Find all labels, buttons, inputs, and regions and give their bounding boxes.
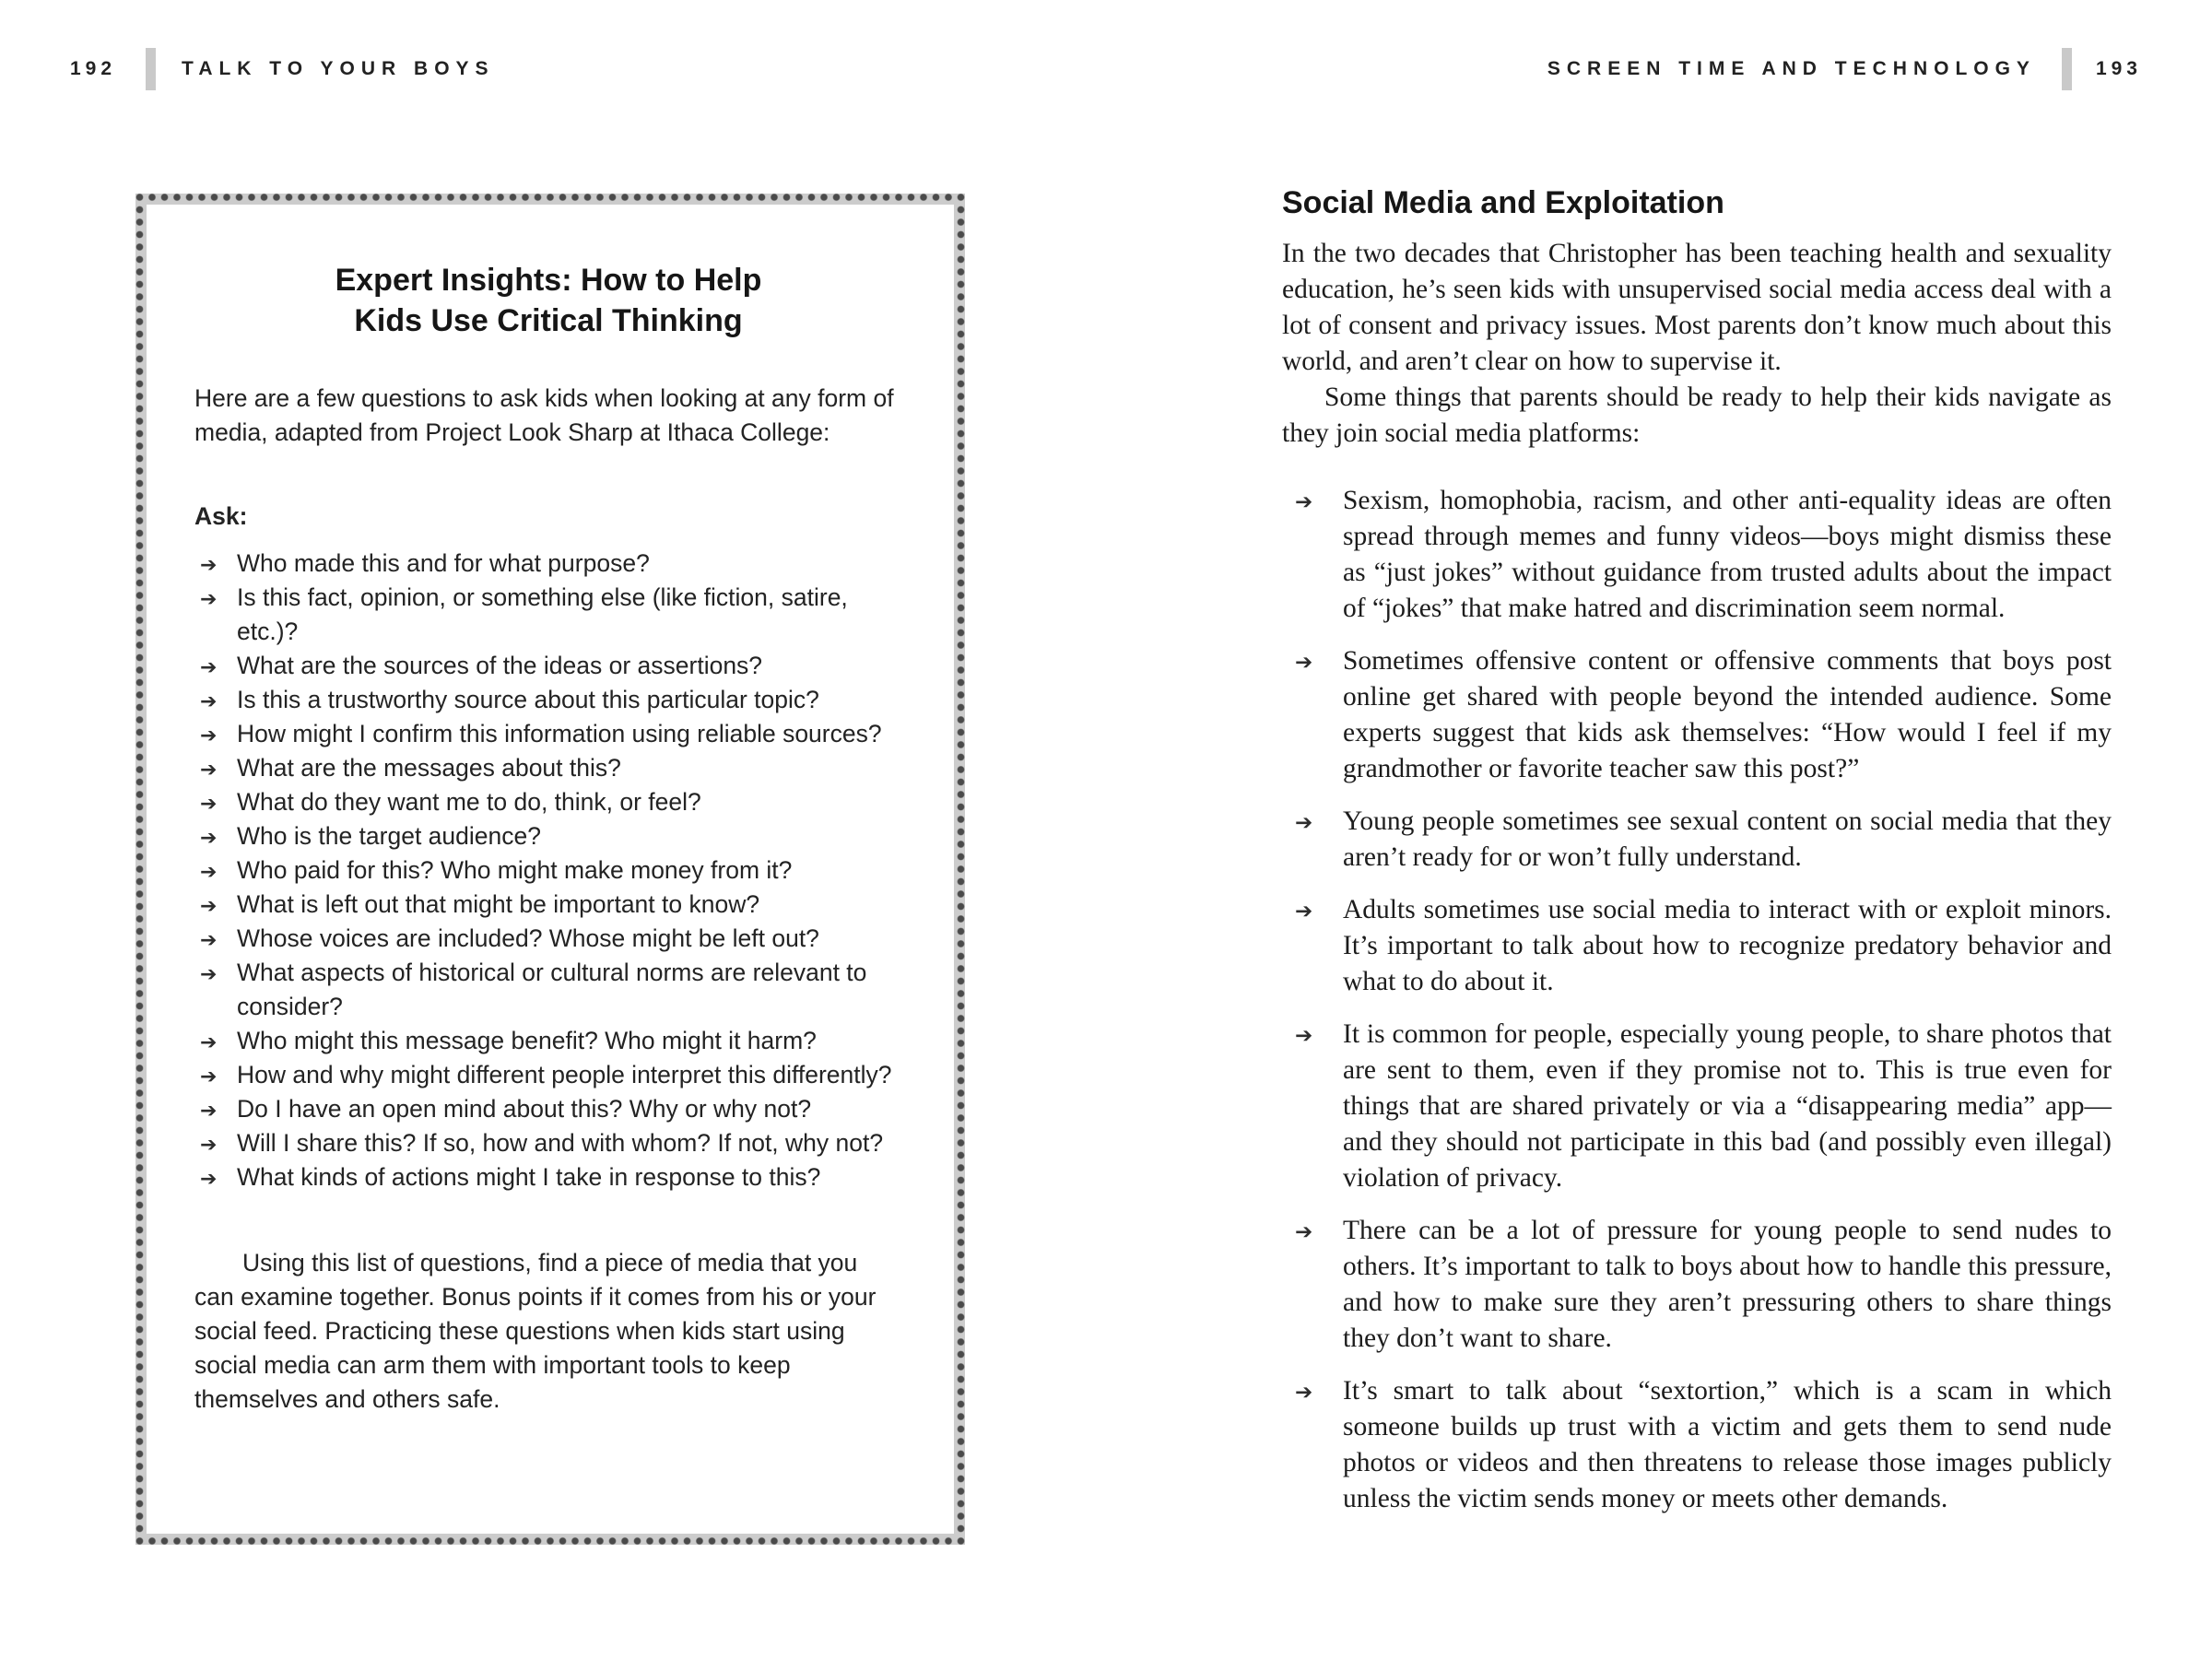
arrow-bullet-icon: ➔ — [1295, 651, 1313, 675]
bullet-text: It’s smart to talk about “sextortion,” which is a scam in which someone builds up trust with a victim and gets them to send nude photos or videos and then threatens to release those images publicly unless the victim sends money or meets other demands. — [1343, 1376, 2112, 1513]
question-item — [200, 1058, 902, 1092]
arrow-bullet-icon: ➔ — [200, 554, 218, 577]
question-item — [200, 888, 902, 922]
header-divider-bar — [146, 48, 156, 90]
arrow-bullet-icon: ➔ — [200, 793, 218, 816]
arrow-bullet-icon: ➔ — [200, 1100, 218, 1123]
header-divider-bar — [2062, 48, 2072, 90]
question-text: How and why might different people interpret this differently? — [237, 1061, 892, 1088]
question-item — [200, 1024, 902, 1058]
question-list — [194, 547, 902, 1194]
arrow-bullet-icon: ➔ — [1295, 900, 1313, 924]
bullet-text: There can be a lot of pressure for young people to send nudes to others. It’s important to talk to boys about how to handle this pressure, and how to make sure they aren’t pressuring others to share things they don’t want to share. — [1343, 1216, 2112, 1353]
arrow-bullet-icon: ➔ — [200, 724, 218, 747]
question-text: Will I share this? If so, how and with whom? If not, why not? — [237, 1129, 884, 1157]
question-text: What is left out that might be important to know? — [237, 890, 760, 918]
expert-insights-box — [135, 194, 965, 1545]
question-text: Whose voices are included? Whose might be left out? — [237, 924, 819, 952]
bullet-list — [1282, 483, 2112, 1517]
question-text: What are the messages about this? — [237, 754, 621, 782]
bullet-text: It is common for people, especially young people, to share photos that are sent to them, even if they promise not to. This is true even for things that are shared privately or via a “disappearing media” app—and they should not participate in this bad (and possibly even illegal) violation of privacy. — [1343, 1019, 2112, 1193]
box-title-line1: Expert Insights: How to Help — [335, 263, 762, 298]
arrow-bullet-icon: ➔ — [1295, 490, 1313, 514]
arrow-bullet-icon: ➔ — [200, 1031, 218, 1054]
arrow-bullet-icon: ➔ — [200, 963, 218, 986]
arrow-bullet-icon: ➔ — [1295, 1220, 1313, 1244]
bullet-item — [1295, 1213, 2112, 1357]
question-text: What aspects of historical or cultural norms are relevant to consider? — [237, 959, 867, 1020]
arrow-bullet-icon: ➔ — [200, 656, 218, 679]
question-item — [200, 1126, 902, 1160]
arrow-bullet-icon: ➔ — [1295, 811, 1313, 835]
body-paragraph-2: Some things that parents should be ready to help their kids navigate as they join social media platforms: — [1282, 382, 2112, 448]
section-title: Social Media and Exploitation — [1282, 185, 1724, 220]
arrow-bullet-icon: ➔ — [200, 929, 218, 952]
box-title — [194, 260, 902, 341]
bullet-item — [1295, 643, 2112, 787]
box-closing-paragraph: Using this list of questions, find a piece of media that you can examine together. Bonus points if it comes from his or your social feed. Practicing these questions when kids start using social media can arm them with important tools to keep themselves and others safe. — [194, 1249, 877, 1413]
running-head-right — [1547, 48, 2142, 90]
ask-label: Ask: — [194, 502, 248, 530]
question-text: What do they want me to do, think, or feel? — [237, 788, 701, 816]
arrow-bullet-icon: ➔ — [1295, 1381, 1313, 1405]
bullet-text: Adults sometimes use social media to interact with or exploit minors. It’s important to talk about how to recognize predatory behavior and what to do about it. — [1343, 895, 2112, 996]
question-text: How might I confirm this information using reliable sources? — [237, 720, 882, 747]
question-item — [200, 1092, 902, 1126]
running-head-title-right: SCREEN TIME AND TECHNOLOGY — [1547, 58, 2036, 79]
question-item — [200, 956, 902, 1024]
question-text: Is this fact, opinion, or something else (like fiction, satire, etc.)? — [237, 583, 848, 645]
question-item — [200, 683, 902, 717]
arrow-bullet-icon: ➔ — [200, 1065, 218, 1088]
bullet-item — [1295, 1017, 2112, 1196]
arrow-bullet-icon: ➔ — [200, 895, 218, 918]
arrow-bullet-icon: ➔ — [1295, 1024, 1313, 1048]
question-text: What are the sources of the ideas or assertions? — [237, 652, 763, 679]
question-text: Who might this message benefit? Who might it harm? — [237, 1027, 817, 1054]
bullet-item — [1295, 483, 2112, 627]
question-text: Who made this and for what purpose? — [237, 549, 650, 577]
question-text: Is this a trustworthy source about this particular topic? — [237, 686, 819, 713]
box-title-line2: Kids Use Critical Thinking — [354, 303, 743, 338]
question-item — [200, 581, 902, 649]
question-text: Do I have an open mind about this? Why or why not? — [237, 1095, 812, 1123]
question-item — [200, 1160, 902, 1194]
arrow-bullet-icon: ➔ — [200, 690, 218, 713]
bullet-text: Sometimes offensive content or offensive comments that boys post online get shared with people beyond the intended audience. Some experts suggest that kids ask themselves: “How would I feel if my grandmother or favorite teacher saw this post?” — [1343, 646, 2112, 783]
bullet-item — [1295, 804, 2112, 876]
question-item — [200, 751, 902, 785]
page-number-right: 193 — [2095, 58, 2142, 79]
running-head-title-left: TALK TO YOUR BOYS — [182, 58, 495, 79]
question-text: Who is the target audience? — [237, 822, 541, 850]
arrow-bullet-icon: ➔ — [200, 588, 218, 611]
bullet-item — [1295, 892, 2112, 1000]
arrow-bullet-icon: ➔ — [200, 1134, 218, 1157]
arrow-bullet-icon: ➔ — [200, 827, 218, 850]
page-number-left: 192 — [70, 58, 117, 79]
expert-insights-content — [147, 205, 954, 1534]
body-paragraph-1: In the two decades that Christopher has been teaching health and sexuality education, he’s seen kids with unsupervised social media access deal with a lot of consent and privacy issues. Most parents don’t know much about this world, and aren’t clear on how to supervise it. — [1282, 239, 2112, 376]
running-head-left — [70, 48, 495, 90]
question-item — [200, 853, 902, 888]
question-item — [200, 649, 902, 683]
question-text: What kinds of actions might I take in response to this? — [237, 1163, 821, 1191]
arrow-bullet-icon: ➔ — [200, 861, 218, 884]
question-item — [200, 819, 902, 853]
arrow-bullet-icon: ➔ — [200, 759, 218, 782]
question-item — [200, 717, 902, 751]
question-item — [200, 547, 902, 581]
question-item — [200, 785, 902, 819]
bullet-text: Sexism, homophobia, racism, and other anti-equality ideas are often spread through memes and funny videos—boys might dismiss these as “just jokes” without guidance from trusted adults about the impact of “jokes” that make hatred and discrimination seem normal. — [1343, 486, 2112, 623]
arrow-bullet-icon: ➔ — [200, 1168, 218, 1191]
question-item — [200, 922, 902, 956]
bullet-item — [1295, 1373, 2112, 1517]
bullet-text: Young people sometimes see sexual content on social media that they aren’t ready for or won’t fully understand. — [1343, 806, 2112, 872]
right-page-column — [1282, 184, 2112, 1534]
question-text: Who paid for this? Who might make money from it? — [237, 856, 793, 884]
box-intro-paragraph: Here are a few questions to ask kids when looking at any form of media, adapted from Project Look Sharp at Ithaca College: — [194, 384, 894, 446]
